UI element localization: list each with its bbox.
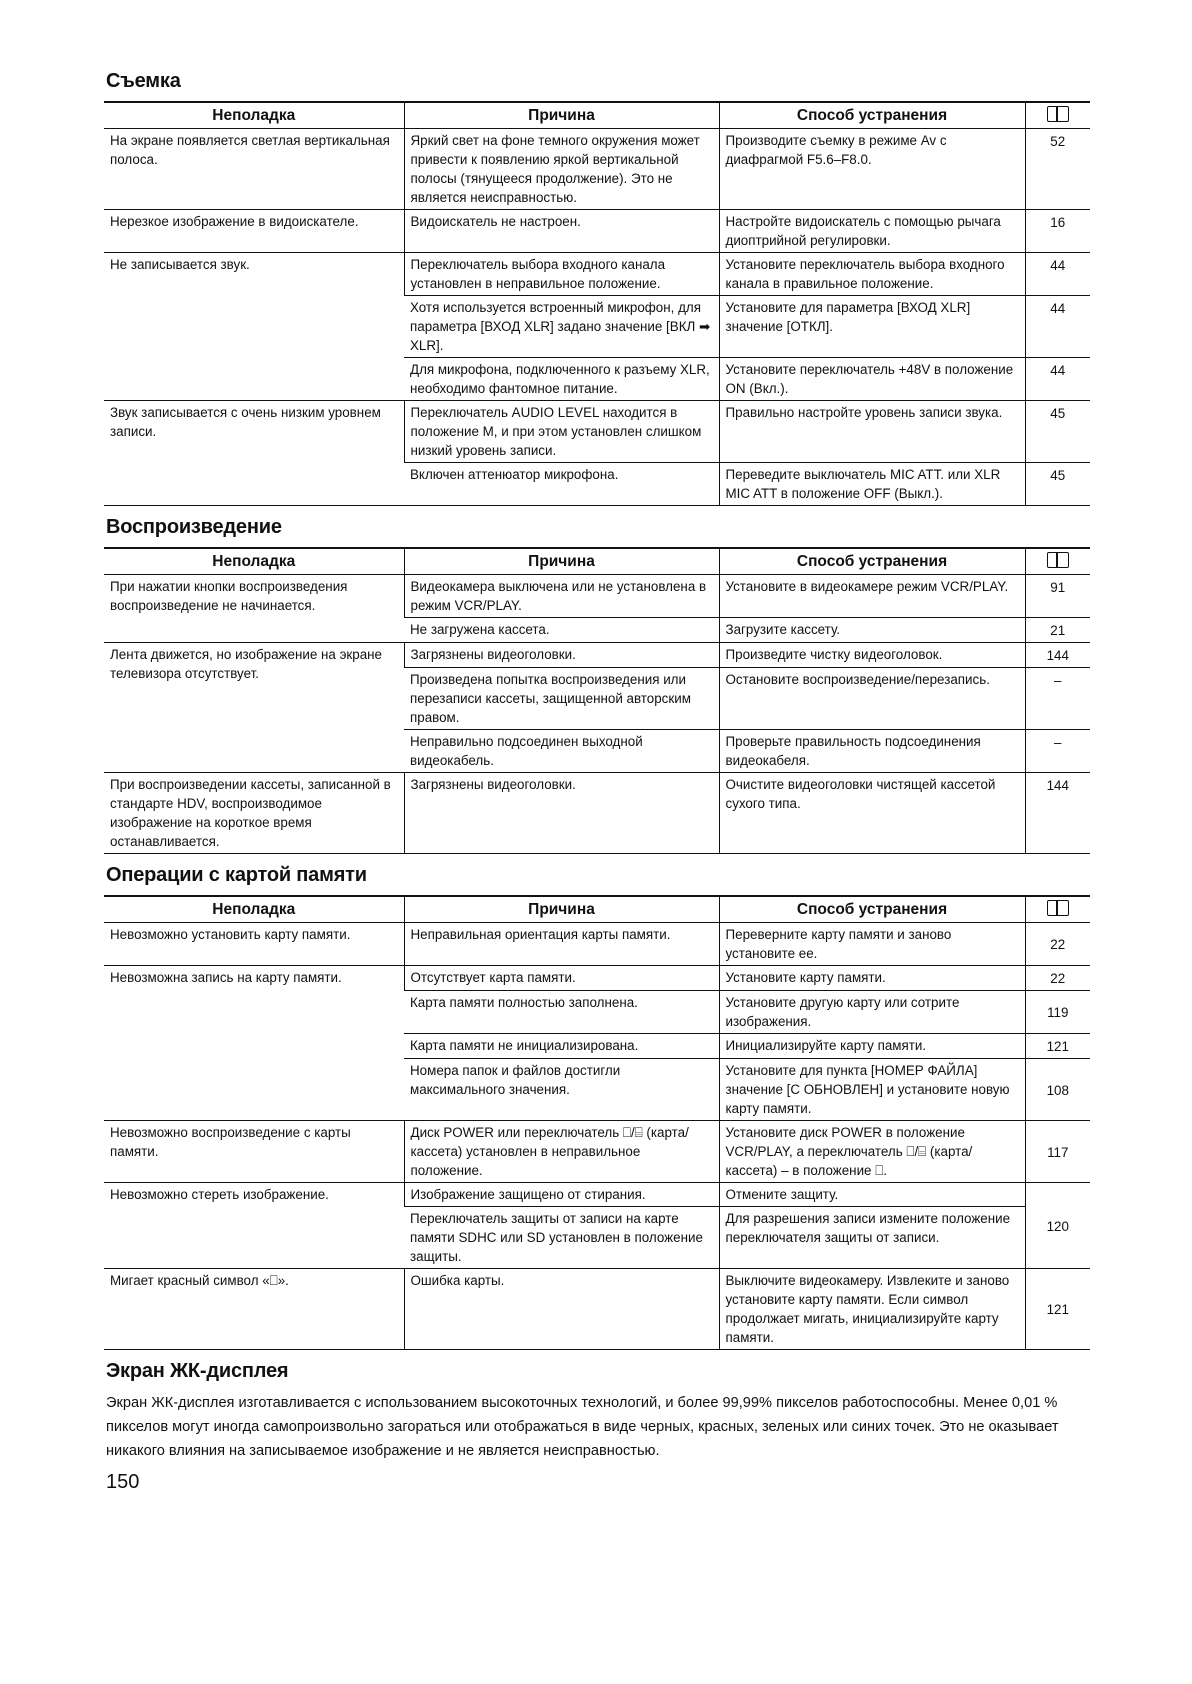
- problem-cell: При нажатии кнопки воспроизведения воспроизведение не начинается.: [104, 575, 404, 643]
- cause-cell: Карта памяти полностью заполнена.: [404, 991, 719, 1034]
- cause-cell: Номера папок и файлов достигли максимального значения.: [404, 1059, 719, 1121]
- header-cause: Причина: [404, 896, 719, 923]
- problem-cell: Невозможно установить карту памяти.: [104, 923, 404, 966]
- page-ref: –: [1025, 668, 1090, 730]
- cause-cell: Хотя используется встроенный микрофон, для параметра [ВХОД XLR] задано значение [ВКЛ ➡ XLR].: [404, 296, 719, 358]
- header-solution: Способ устранения: [719, 102, 1025, 129]
- problem-cell: Невозможно стереть изображение.: [104, 1183, 404, 1269]
- page-number: 150: [106, 1471, 140, 1493]
- solution-cell: Производите съемку в режиме Av с диафрагмой F5.6–F8.0.: [719, 129, 1025, 210]
- table-row: [104, 575, 1090, 618]
- page-ref: 121: [1025, 1269, 1090, 1350]
- page-ref: 91: [1025, 575, 1090, 618]
- solution-cell: Очистите видеоголовки чистящей кассетой сухого типа.: [719, 773, 1025, 854]
- solution-cell: Выключите видеокамеру. Извлеките и заново установите карту памяти. Если символ продолжает мигать, инициализируйте карту памяти.: [719, 1269, 1025, 1350]
- page-ref: 45: [1025, 463, 1090, 506]
- table-header: [104, 896, 1090, 923]
- problem-cell: Невозможна запись на карту памяти.: [104, 966, 404, 1121]
- cause-cell: Неправильно подсоединен выходной видеокабель.: [404, 730, 719, 773]
- cause-cell: Видоискатель не настроен.: [404, 210, 719, 253]
- table-row: [104, 401, 1090, 463]
- problem-cell: Не записывается звук.: [104, 253, 404, 401]
- header-solution: Способ устранения: [719, 896, 1025, 923]
- cause-cell: Яркий свет на фоне темного окружения может привести к появлению яркой вертикальной полосы (тянущееся продолжение). Это не является неисправностью.: [404, 129, 719, 210]
- table-row: [104, 1121, 1090, 1183]
- troubleshooting-table-memory-card: [104, 895, 1090, 1350]
- book-icon: [1047, 552, 1069, 568]
- section-title-memory-card: Операции с картой памяти: [106, 864, 367, 886]
- page-ref: 44: [1025, 358, 1090, 401]
- table-header: [104, 102, 1090, 129]
- table-row: [104, 643, 1090, 668]
- page-ref: 120: [1025, 1183, 1090, 1269]
- cause-cell: Переключатель выбора входного канала установлен в неправильное положение.: [404, 253, 719, 296]
- page-ref: 117: [1025, 1121, 1090, 1183]
- header-problem: Неполадка: [104, 896, 404, 923]
- cause-cell: Загрязнены видеоголовки.: [404, 773, 719, 854]
- lcd-section: [104, 1360, 1090, 1463]
- solution-cell: Установите для параметра [ВХОД XLR] значение [ОТКЛ].: [719, 296, 1025, 358]
- problem-cell: Невозможно воспроизведение с карты памяти.: [104, 1121, 404, 1183]
- table-row: [104, 1269, 1090, 1350]
- page-ref: 144: [1025, 643, 1090, 668]
- solution-cell: Отмените защиту.: [719, 1183, 1025, 1207]
- solution-cell: Переверните карту памяти и заново установите ее.: [719, 923, 1025, 966]
- section-title-shooting: Съемка: [106, 70, 181, 92]
- problem-cell: На экране появляется светлая вертикальная полоса.: [104, 129, 404, 210]
- table-row: [104, 773, 1090, 854]
- problem-cell: Нерезкое изображение в видоискателе.: [104, 210, 404, 253]
- lcd-text: Экран ЖК-дисплея изготавливается с использованием высокоточных технологий, и более 99,99% пикселов работоспособны. Менее 0,01 % пикселов могут иногда самопроизвольно загораться или отображаться в виде черных, красных, зеленых или синих точек. Это не оказывает никакого влияния на записываемое изображение и не является неисправностью.: [106, 1395, 1059, 1459]
- table-row: [104, 923, 1090, 966]
- header-solution: Способ устранения: [719, 548, 1025, 575]
- problem-cell: Звук записывается с очень низким уровнем записи.: [104, 401, 404, 506]
- solution-cell: Установите карту памяти.: [719, 966, 1025, 991]
- cause-cell: Видеокамера выключена или не установлена в режим VCR/PLAY.: [404, 575, 719, 618]
- solution-cell: Для разрешения записи измените положение переключателя защиты от записи.: [719, 1207, 1025, 1269]
- page-ref: 45: [1025, 401, 1090, 463]
- solution-cell: Установите диск POWER в положение VCR/PLAY, а переключатель ⎕/⌸ (карта/кассета) – в положение ⎕.: [719, 1121, 1025, 1183]
- page-ref: 21: [1025, 618, 1090, 643]
- cause-cell: Изображение защищено от стирания.: [404, 1183, 719, 1207]
- cause-cell: Включен аттенюатор микрофона.: [404, 463, 719, 506]
- cause-cell: Неправильная ориентация карты памяти.: [404, 923, 719, 966]
- section-title-playback: Воспроизведение: [106, 516, 282, 538]
- header-page: [1025, 102, 1090, 129]
- page-ref: 119: [1025, 991, 1090, 1034]
- table-row: [104, 1183, 1090, 1207]
- header-problem: Неполадка: [104, 102, 404, 129]
- page-ref: –: [1025, 730, 1090, 773]
- cause-cell: Переключатель защиты от записи на карте памяти SDHC или SD установлен в положение защиты.: [404, 1207, 719, 1269]
- table-header: [104, 548, 1090, 575]
- page-ref: 22: [1025, 923, 1090, 966]
- page-ref: 121: [1025, 1034, 1090, 1059]
- cause-cell: Ошибка карты.: [404, 1269, 719, 1350]
- book-icon: [1047, 106, 1069, 122]
- page-ref: 44: [1025, 296, 1090, 358]
- cause-cell: Загрязнены видеоголовки.: [404, 643, 719, 668]
- header-cause: Причина: [404, 548, 719, 575]
- page-ref: 52: [1025, 129, 1090, 210]
- header-cause: Причина: [404, 102, 719, 129]
- solution-cell: Установите переключатель выбора входного канала в правильное положение.: [719, 253, 1025, 296]
- table-row: [104, 253, 1090, 296]
- solution-cell: Переведите выключатель MIC ATT. или XLR MIC ATT в положение OFF (Выкл.).: [719, 463, 1025, 506]
- cause-cell: Переключатель AUDIO LEVEL находится в положение M, и при этом установлен слишком низкий уровень записи.: [404, 401, 719, 463]
- book-icon: [1047, 900, 1069, 916]
- solution-cell: Правильно настройте уровень записи звука.: [719, 401, 1025, 463]
- table-row: [104, 966, 1090, 991]
- page-ref: 108: [1025, 1059, 1090, 1121]
- solution-cell: Установите в видеокамере режим VCR/PLAY.: [719, 575, 1025, 618]
- solution-cell: Проверьте правильность подсоединения видеокабеля.: [719, 730, 1025, 773]
- solution-cell: Инициализируйте карту памяти.: [719, 1034, 1025, 1059]
- solution-cell: Установите переключатель +48V в положение ON (Вкл.).: [719, 358, 1025, 401]
- solution-cell: Установите другую карту или сотрите изображения.: [719, 991, 1025, 1034]
- table-row: [104, 210, 1090, 253]
- table-row: [104, 129, 1090, 210]
- solution-cell: Установите для пункта [НОМЕР ФАЙЛА] значение [С ОБНОВЛЕН] и установите новую карту памяти.: [719, 1059, 1025, 1121]
- problem-cell: При воспроизведении кассеты, записанной в стандарте HDV, воспроизводимое изображение на короткое время останавливается.: [104, 773, 404, 854]
- troubleshooting-table-playback: [104, 547, 1090, 854]
- page-ref: 22: [1025, 966, 1090, 991]
- header-problem: Неполадка: [104, 548, 404, 575]
- problem-cell: Лента движется, но изображение на экране телевизора отсутствует.: [104, 643, 404, 773]
- section-title-lcd: Экран ЖК-дисплея: [106, 1360, 289, 1382]
- problem-cell: Мигает красный символ «⎕».: [104, 1269, 404, 1350]
- page-ref: 44: [1025, 253, 1090, 296]
- solution-cell: Загрузите кассету.: [719, 618, 1025, 643]
- solution-cell: Остановите воспроизведение/перезапись.: [719, 668, 1025, 730]
- solution-cell: Произведите чистку видеоголовок.: [719, 643, 1025, 668]
- cause-cell: Карта памяти не инициализирована.: [404, 1034, 719, 1059]
- cause-cell: Для микрофона, подключенного к разъему XLR, необходимо фантомное питание.: [404, 358, 719, 401]
- cause-cell: Не загружена кассета.: [404, 618, 719, 643]
- cause-cell: Диск POWER или переключатель ⎕/⌸ (карта/кассета) установлен в неправильное положение.: [404, 1121, 719, 1183]
- page-ref: 16: [1025, 210, 1090, 253]
- cause-cell: Произведена попытка воспроизведения или перезаписи кассеты, защищенной авторским правом.: [404, 668, 719, 730]
- troubleshooting-table-shooting: [104, 101, 1090, 506]
- header-page: [1025, 548, 1090, 575]
- solution-cell: Настройте видоискатель с помощью рычага диоптрийной регулировки.: [719, 210, 1025, 253]
- cause-cell: Отсутствует карта памяти.: [404, 966, 719, 991]
- page-ref: 144: [1025, 773, 1090, 854]
- page: [104, 70, 1090, 1494]
- header-page: [1025, 896, 1090, 923]
